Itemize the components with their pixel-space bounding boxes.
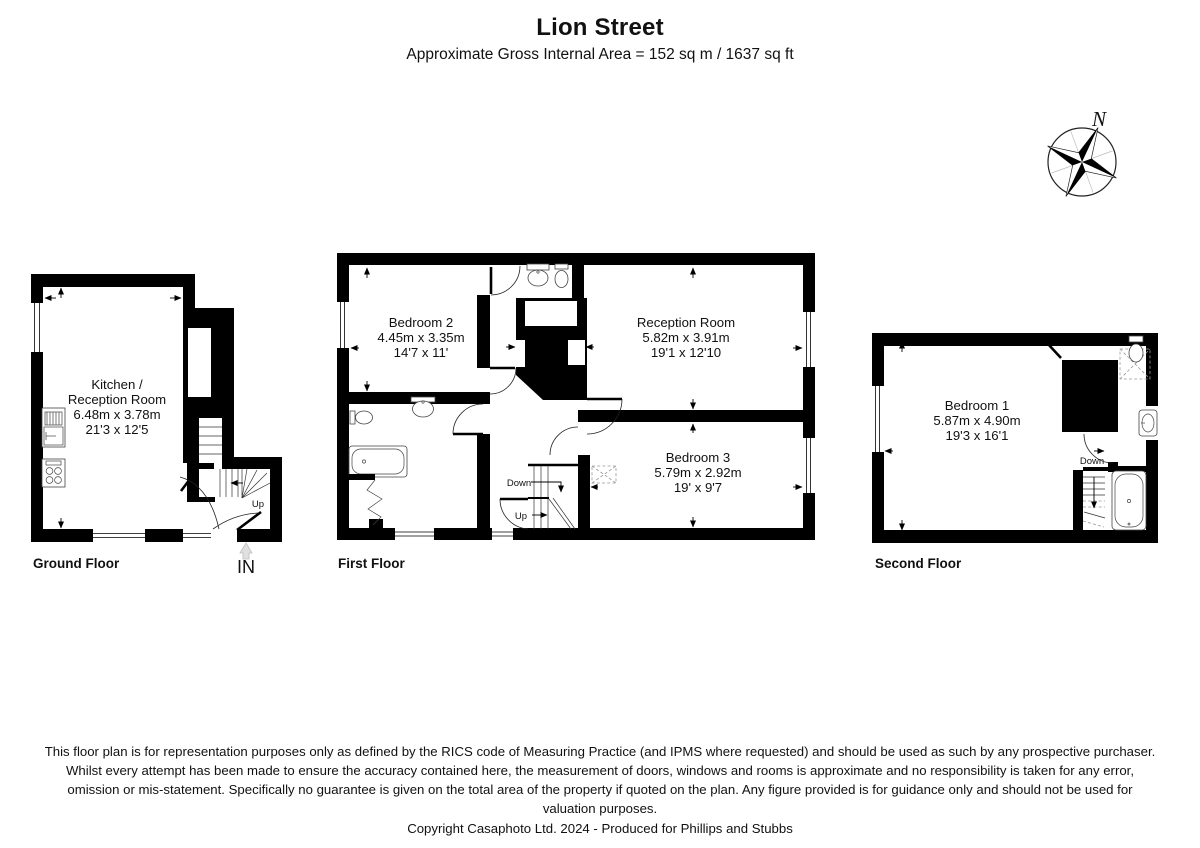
svg-text:19'1 x 12'10: 19'1 x 12'10 (650, 345, 722, 360)
kitchen-room-label (68, 377, 166, 437)
front-door-opening (211, 529, 237, 542)
svg-text:Reception Room: Reception Room (636, 315, 736, 330)
front-door-leaf (237, 512, 261, 530)
bedroom3-door-arc (550, 427, 578, 455)
svg-text:21'3 x 12'5: 21'3 x 12'5 (85, 422, 149, 437)
compass-north-label: N (1091, 107, 1107, 131)
svg-text:5.82m x 3.91m: 5.82m x 3.91m (642, 330, 730, 345)
page-subtitle: Approximate Gross Internal Area = 152 sq m / 1637 sq ft (406, 46, 794, 63)
svg-text:5.79m x 2.92m: 5.79m x 2.92m (654, 465, 742, 480)
wc-toilet (555, 271, 568, 288)
svg-text:6.48m x 3.78m: 6.48m x 3.78m (73, 407, 161, 422)
bedroom2-room-label (377, 315, 464, 360)
entrance-marker (237, 543, 255, 577)
first-up-label: Up (514, 511, 528, 522)
svg-text:4.45m x 3.35m: 4.45m x 3.35m (377, 330, 465, 345)
second-stairs (1080, 451, 1105, 527)
bathroom-door-arc (453, 404, 483, 434)
hob (42, 459, 65, 487)
svg-text:Reception Room: Reception Room (67, 392, 167, 407)
wc-toilet-cistern (555, 264, 568, 269)
bedroom1-room-label (933, 398, 1020, 443)
svg-text:Bedroom 1: Bedroom 1 (944, 398, 1010, 413)
wc-sink-ledge (527, 264, 549, 270)
wc-sink (528, 270, 548, 286)
first-walls (337, 253, 815, 540)
disclaimer-text: This floor plan is for representation purposes only as defined by the RICS code of Measuring Practice (and IPMS where requested) and should be used as such by any prospective purchaser. Whilst every attempt has been made to ensure the accuracy contained here, the measurement of doors, windows and rooms is approximate and no responsibility is taken for any error, omission or mis-statement. Specifically no guarantee is given on the total area of the property if quoted on the plan. Any figure provided is for guidance only and should not be used for valuation purposes. (44, 744, 1156, 817)
bedroom2-door-arc (490, 368, 516, 394)
bathroom-fixtures (349, 397, 435, 528)
svg-text:Kitchen /: Kitchen / (91, 377, 143, 392)
wc-door-arc (491, 266, 520, 295)
first-stairs (507, 465, 578, 529)
toilet-bowl (356, 411, 373, 424)
page-title: Lion Street (536, 14, 664, 41)
ground-upper-stair-strip (199, 427, 222, 454)
copyright-text: Copyright Casaphoto Ltd. 2024 - Produced for Phillips and Stubbs (407, 820, 793, 836)
bathtub-outer (1112, 471, 1146, 530)
compass-icon (1028, 98, 1148, 213)
svg-text:5.87m x 4.90m: 5.87m x 4.90m (933, 413, 1021, 428)
ground-stairs (220, 469, 270, 510)
kitchen-fixtures (42, 408, 65, 487)
toilet-cistern (1129, 336, 1143, 342)
svg-text:19'3 x 16'1: 19'3 x 16'1 (945, 428, 1009, 443)
ground-floor-plan (20, 260, 310, 580)
second-down-label: Down (1079, 456, 1105, 467)
svg-text:19' x 9'7: 19' x 9'7 (673, 480, 723, 495)
ground-floor-label: Ground Floor (33, 556, 120, 571)
toilet-cistern (350, 411, 355, 424)
front-door-arc (213, 513, 259, 529)
svg-text:Bedroom 3: Bedroom 3 (665, 450, 731, 465)
chimney-breast (1062, 360, 1108, 432)
bifold-door (367, 480, 382, 525)
first-down-label: Down (506, 478, 532, 489)
bathtub-outer (349, 446, 407, 477)
svg-text:Bedroom 2: Bedroom 2 (388, 315, 454, 330)
second-floor-label: Second Floor (875, 556, 962, 571)
toilet-bowl (1129, 344, 1143, 362)
second-dimension-arrows (885, 342, 902, 530)
footer (41, 742, 1159, 838)
reception-room-label (637, 315, 735, 360)
wc-fixtures (527, 264, 568, 288)
rooflight (592, 466, 616, 483)
bedroom3-room-label (654, 450, 741, 495)
in-label: IN (237, 557, 255, 577)
first-floor-plan (330, 245, 820, 545)
ground-up-label: Up (251, 499, 265, 510)
bedroom1-door-leaf (1048, 344, 1061, 358)
kitchen-counter (42, 408, 65, 447)
compass-star (1032, 112, 1133, 213)
svg-text:14'7 x 11': 14'7 x 11' (393, 345, 449, 360)
first-floor-label: First Floor (338, 556, 405, 571)
second-floor-plan (865, 325, 1165, 570)
